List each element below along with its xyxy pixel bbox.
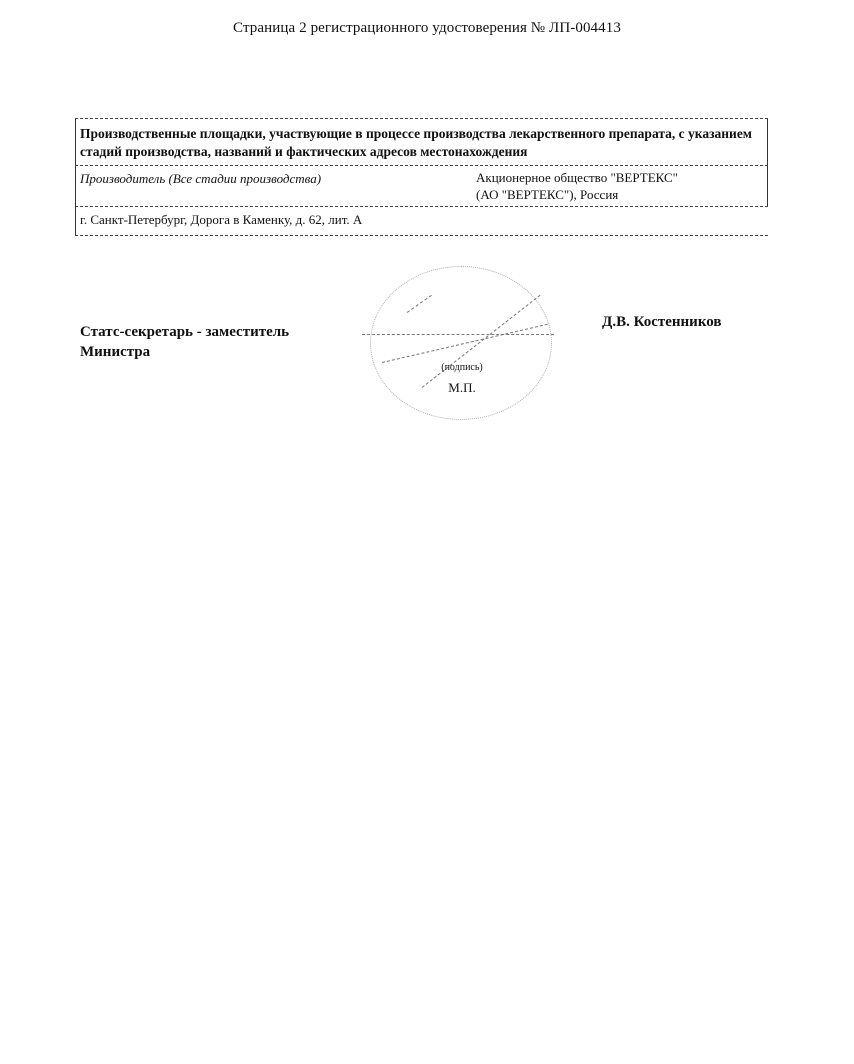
signer-name: Д.В. Костенников [602, 314, 722, 330]
company-name-cell [476, 166, 767, 206]
official-stamp [362, 262, 562, 422]
address-cell: г. Санкт-Петербург, Дорога в Каменку, д. 62, лит. А [75, 207, 768, 235]
table-row-producer [75, 166, 768, 206]
signature-stroke [362, 334, 554, 335]
signer-position [80, 322, 289, 362]
company-name-line2: (АО "ВЕРТЕКС"), Россия [476, 187, 619, 202]
signer-position-line2: Министра [80, 344, 151, 360]
production-stage-cell: Производитель (Все стадии производства) [80, 171, 322, 186]
signature-caption: (подпись) [441, 362, 483, 373]
production-sites-table [75, 118, 768, 236]
company-name-line1: Акционерное общество "ВЕРТЕКС" [476, 170, 678, 185]
stamp-place-label: М.П. [448, 380, 476, 395]
table-heading: Производственные площадки, участвующие в процессе производства лекарственного препарата, с указанием стадий производства, названий и фактических адресов местонахождения [75, 119, 768, 165]
signer-position-line1: Статс-секретарь - заместитель [80, 324, 290, 340]
page-header-title: Страница 2 регистрационного удостоверения № ЛП-004413 [233, 20, 621, 36]
table-bottom-border [75, 235, 768, 236]
